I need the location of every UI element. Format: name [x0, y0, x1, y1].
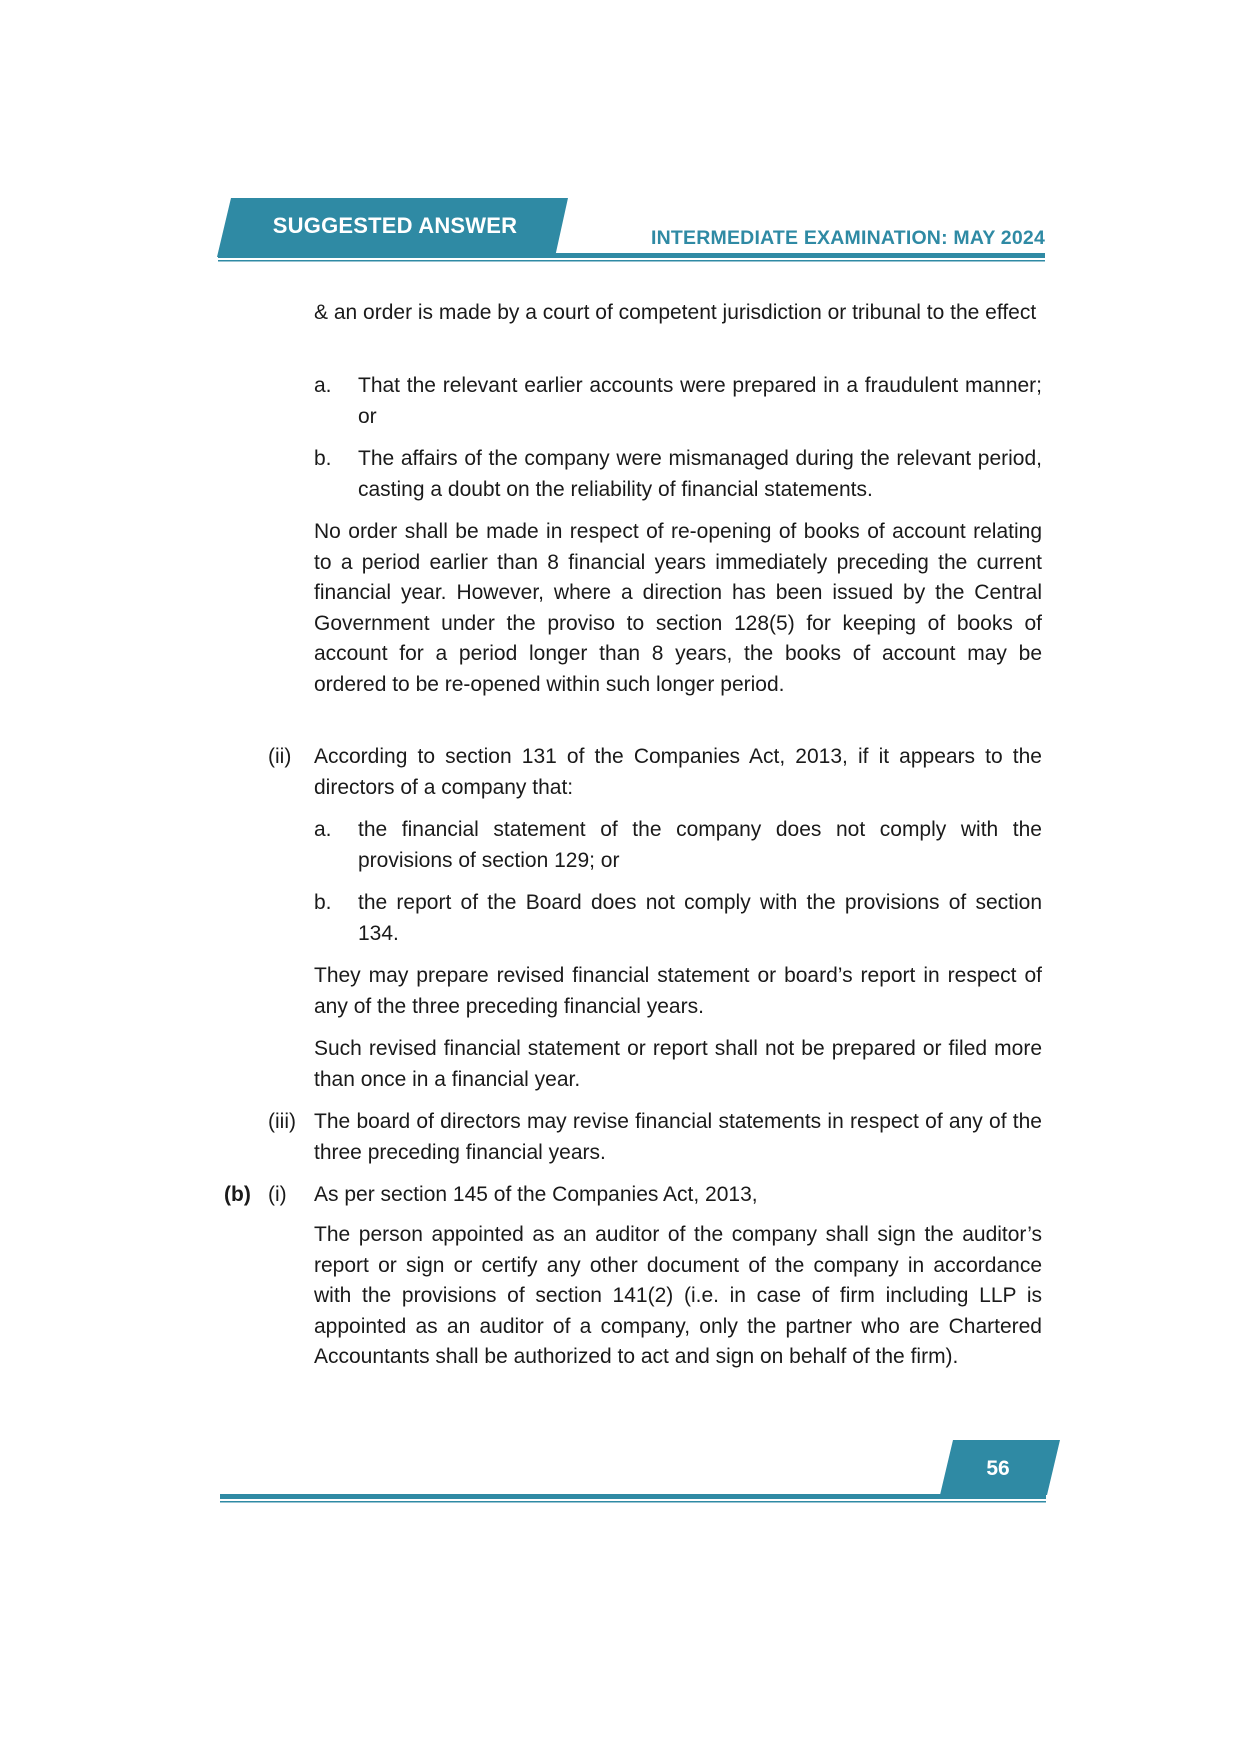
sub-item-marker: (ii) [268, 745, 292, 768]
list-item-marker: a. [314, 818, 332, 841]
filing-limit-paragraph: Such revised financial statement or report shall not be prepared or filed more than once in a financial year. [314, 1037, 1042, 1091]
sub-item-marker: (iii) [268, 1110, 296, 1133]
auditor-signing-paragraph: The person appointed as an auditor of the company shall sign the auditor’s report or sign or certify any other document of the company in accordance with the provisions of section 141(2) (i.e. in case of firm including LLP is appointed as an auditor of a company, only the partner who are Chartered Accountants shall be authorized to act and sign on behalf of the firm). [314, 1223, 1042, 1368]
list-item-text: the financial statement of the company does not comply with the provisions of section 129; or [358, 818, 1042, 872]
sub-item-marker: (i) [268, 1183, 287, 1206]
footer-graphic [0, 1440, 1241, 1520]
exam-title: INTERMEDIATE EXAMINATION: MAY 2024 [651, 227, 1045, 249]
list-item-text: That the relevant earlier accounts were prepared in a fraudulent manner; or [358, 374, 1042, 428]
list-item-marker: b. [314, 891, 332, 914]
header-rule-thin [218, 260, 1045, 262]
part-marker: (b) [224, 1183, 251, 1206]
sub-item-iii-text: The board of directors may revise financial statements in respect of any of the three preceding financial years. [314, 1110, 1042, 1164]
sub-item-ii-text: According to section 131 of the Companies Act, 2013, if it appears to the directors of a company that: [314, 745, 1042, 799]
list-item-marker: a. [314, 374, 332, 397]
list-item-text: The affairs of the company were mismanaged during the relevant period, casting a doubt on the reliability of financial statements. [358, 447, 1042, 501]
list-item-marker: b. [314, 447, 332, 470]
section-145-intro: As per section 145 of the Companies Act, 2013, [314, 1183, 758, 1206]
list-item-text: the report of the Board does not comply with the provisions of section 134. [358, 891, 1042, 945]
intro-paragraph: & an order is made by a court of competent jurisdiction or tribunal to the effect [314, 301, 1037, 324]
header-rule-thick [218, 253, 1045, 258]
revised-statement-paragraph: They may prepare revised financial statement or board’s report in respect of any of the three preceding financial years. [314, 964, 1042, 1018]
page-number: 56 [986, 1457, 1010, 1480]
footer-rule-thick [220, 1494, 1046, 1499]
header-tab-label: SUGGESTED ANSWER [272, 213, 518, 238]
header-graphic [0, 0, 1241, 270]
footer-rule-thin [220, 1501, 1046, 1503]
page-footer [0, 1440, 1241, 1520]
no-order-paragraph: No order shall be made in respect of re-opening of books of account relating to a period earlier than 8 financial years immediately preceding the current financial year. However, where a direction has been issued by the Central Government under the proviso to section 128(5) for keeping of books of account for a period longer than 8 years, the books of account may be ordered to be re-opened within such longer period. [314, 520, 1042, 696]
page-header [0, 0, 1241, 270]
